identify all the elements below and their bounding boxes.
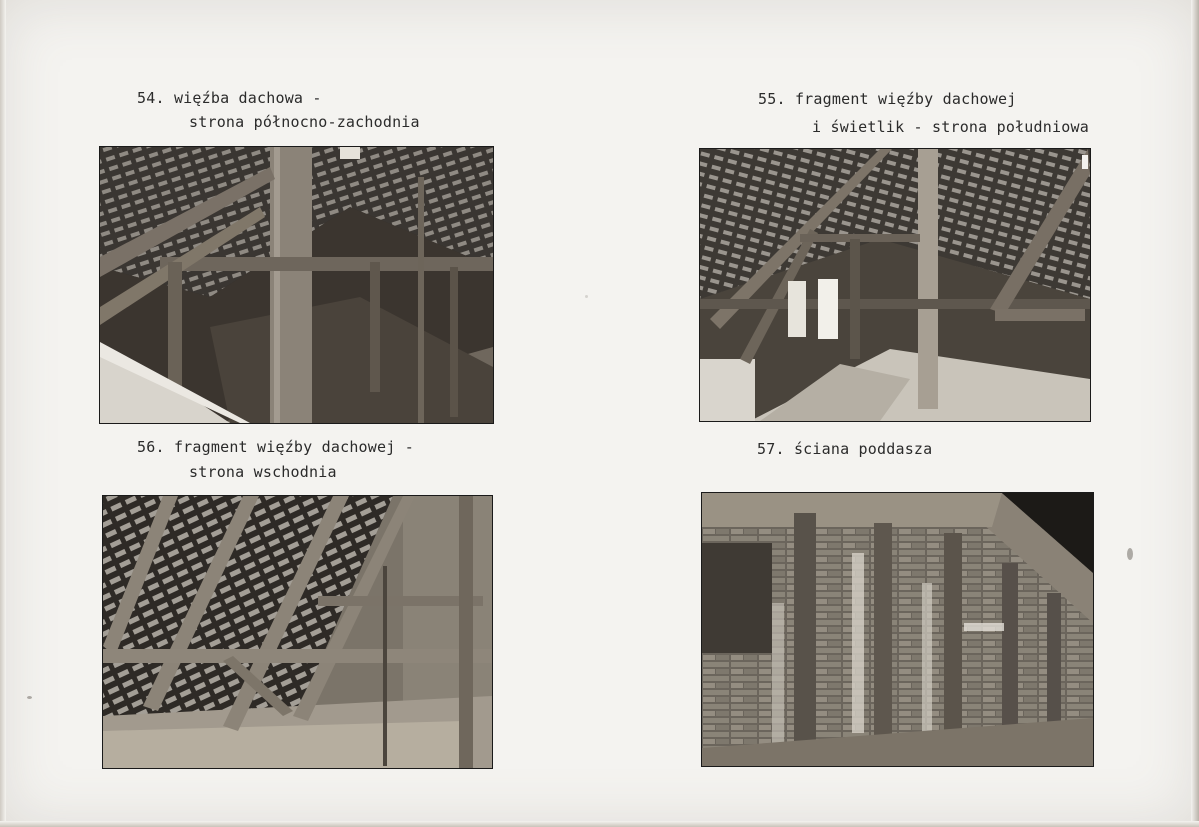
caption-photo-57 <box>757 438 932 460</box>
photo-attic-wall <box>701 492 1094 767</box>
caption-photo-56-line2: strona wschodnia <box>189 463 337 481</box>
photo-roof-truss-northwest <box>99 146 494 424</box>
paper-speck <box>1127 548 1133 560</box>
paper-speck <box>585 295 588 298</box>
caption-number: 55. <box>758 90 786 108</box>
caption-line-1: więźba dachowa - <box>173 89 322 107</box>
caption-number: 56. <box>137 438 165 456</box>
page-edge-bottom <box>0 821 1199 827</box>
caption-photo-54-line2: strona północno-zachodnia <box>189 113 420 131</box>
caption-line-1: fragment więźby dachowej <box>794 90 1017 108</box>
caption-line-1: fragment więźby dachowej - <box>173 438 414 456</box>
page-edge-right <box>1191 0 1199 827</box>
caption-number: 57. <box>757 440 785 458</box>
caption-number: 54. <box>137 89 165 107</box>
caption-photo-56 <box>137 436 414 458</box>
photo-roof-truss-skylight-south <box>699 148 1091 422</box>
caption-photo-55-line2: i świetlik - strona południowa <box>812 118 1089 136</box>
page-edge-left <box>0 0 6 827</box>
caption-photo-54 <box>137 87 322 109</box>
photo-roof-truss-east <box>102 495 493 769</box>
paper-speck <box>27 696 32 699</box>
caption-photo-55 <box>758 88 1016 110</box>
caption-line-1: ściana poddasza <box>793 440 933 458</box>
